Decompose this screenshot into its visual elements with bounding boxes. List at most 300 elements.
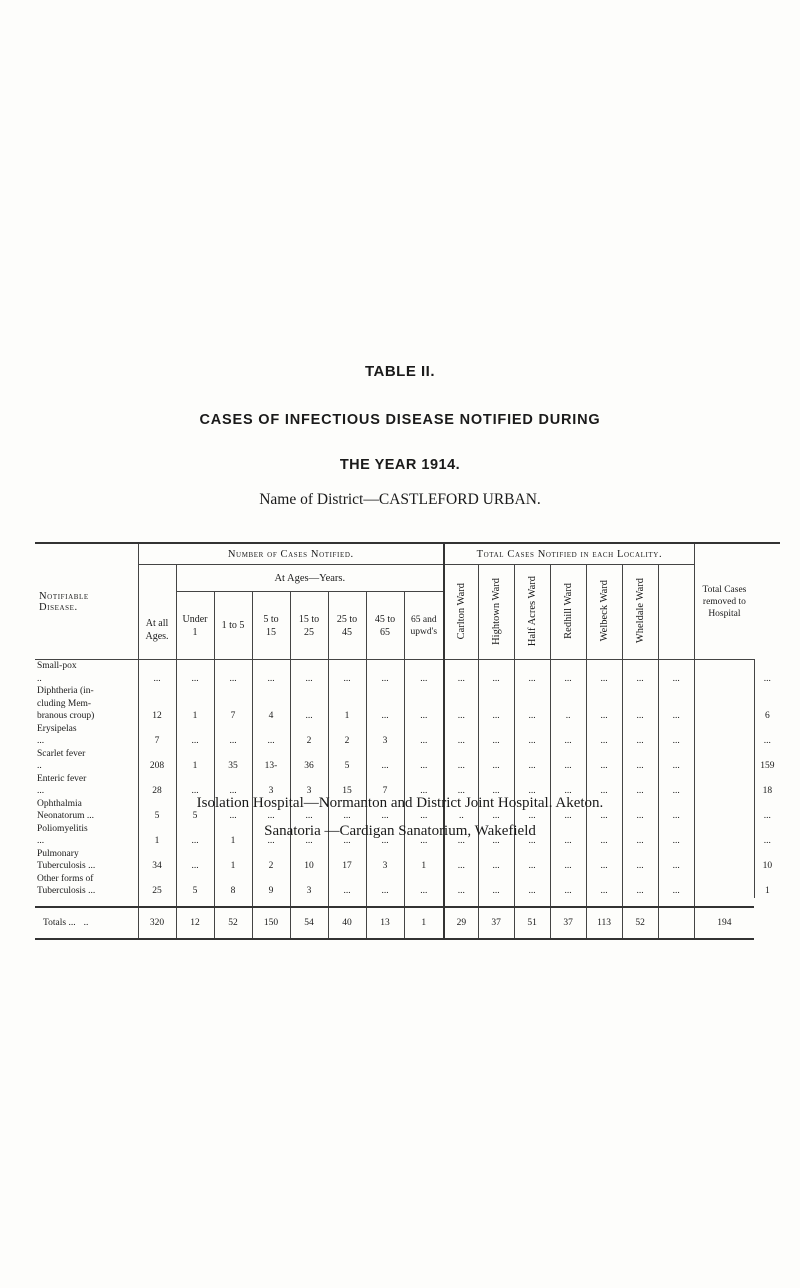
table-cell — [514, 723, 550, 736]
table-row — [35, 848, 780, 861]
table-row — [35, 773, 780, 786]
table-title-line2: THE YEAR 1914. — [339, 457, 461, 473]
table-cell: 13- — [252, 760, 290, 773]
table-cell: ... — [478, 760, 514, 773]
table-row — [35, 735, 780, 748]
table-cell — [694, 748, 754, 761]
disease-label: .. — [37, 761, 42, 772]
table-cell: ... — [290, 673, 328, 686]
table-cell — [252, 723, 290, 736]
table-cell — [252, 773, 290, 786]
table-cell — [514, 848, 550, 861]
table-cell: 15 — [328, 785, 366, 798]
table-cell — [514, 660, 550, 673]
table-cell: ... — [514, 885, 550, 898]
table-cell — [586, 660, 622, 673]
table-cell: 2 — [328, 735, 366, 748]
table-cell — [694, 848, 754, 861]
table-cell — [404, 660, 444, 673]
table-cell — [550, 685, 586, 698]
header-all-ages: At all Ages. — [138, 565, 176, 660]
table-cell — [366, 773, 404, 786]
table-cell: ... — [622, 735, 658, 748]
table-cell — [138, 723, 176, 736]
table-cell: ... — [550, 785, 586, 798]
disease-label: .. — [37, 673, 42, 684]
table-cell: ... — [478, 835, 514, 848]
table-cell: 7 — [138, 735, 176, 748]
header-age-under-1: Under 1 — [176, 592, 214, 660]
table-cell: ... — [658, 860, 694, 873]
header-welbeck-ward: Welbeck Ward — [586, 565, 622, 660]
table-cell: 3 — [366, 860, 404, 873]
table-cell: ... — [622, 885, 658, 898]
header-wheldale-ward: Wheldale Ward — [622, 565, 658, 660]
totals-cell: 52 — [214, 907, 252, 939]
table-cell — [366, 698, 404, 711]
totals-cell: 51 — [514, 907, 550, 939]
table-cell: ... — [514, 810, 550, 823]
table-cell: ... — [658, 760, 694, 773]
table-cell: ... — [478, 810, 514, 823]
totals-cell: 12 — [176, 907, 214, 939]
table-cell: ... — [404, 785, 444, 798]
totals-label — [35, 907, 138, 939]
table-cell: ... — [404, 835, 444, 848]
table-cell: 3 — [252, 785, 290, 798]
table-cell — [550, 773, 586, 786]
table-cell: ... — [404, 885, 444, 898]
table-cell — [214, 685, 252, 698]
table-cell: ... — [366, 810, 404, 823]
totals-cell: 40 — [328, 907, 366, 939]
totals-label-text: Totals ... — [43, 917, 76, 928]
table-cell: ... — [478, 885, 514, 898]
header-age-45-65: 45 to 65 — [366, 592, 404, 660]
table-cell — [290, 660, 328, 673]
table-cell: .. — [550, 710, 586, 723]
table-cell — [176, 723, 214, 736]
table-cell — [366, 723, 404, 736]
table-cell — [176, 848, 214, 861]
disease-label: ... — [37, 836, 45, 847]
table-cell — [550, 748, 586, 761]
disease-label: Ophthalmia — [37, 798, 82, 809]
table-cell — [658, 723, 694, 736]
table-row — [35, 723, 780, 736]
infectious-disease-table — [35, 542, 780, 940]
table-cell — [444, 660, 478, 673]
header-blank-ward — [658, 565, 694, 660]
disease-label: Erysipelas — [37, 723, 77, 734]
table-cell: 1 — [176, 710, 214, 723]
table-cell: ... — [214, 673, 252, 686]
table-cell: 18 — [754, 785, 780, 798]
table-cell — [622, 848, 658, 861]
table-cell: ... — [754, 735, 780, 748]
table-cell — [404, 848, 444, 861]
table-cell — [658, 748, 694, 761]
table-cell: ... — [176, 860, 214, 873]
disease-label: ... — [37, 786, 45, 797]
table-cell: ... — [586, 810, 622, 823]
table-cell: ... — [404, 673, 444, 686]
table-cell: ... — [478, 860, 514, 873]
table-cell: ... — [176, 785, 214, 798]
table-cell — [694, 760, 754, 773]
table-cell: ... — [754, 673, 780, 686]
table-cell — [622, 660, 658, 673]
header-half-acres-ward: Half Acres Ward — [514, 565, 550, 660]
table-cell: ... — [444, 835, 478, 848]
sanatoria-note: Sanatoria —Cardigan Sanatorium, Wakefield — [264, 823, 536, 839]
table-cell — [622, 698, 658, 711]
table-cell: ... — [754, 810, 780, 823]
table-cell: ... — [252, 810, 290, 823]
table-cell: ... — [478, 673, 514, 686]
table-cell: ... — [658, 673, 694, 686]
table-cell: ... — [478, 735, 514, 748]
table-cell: 1 — [404, 860, 444, 873]
table-cell — [658, 873, 694, 886]
totals-row — [35, 907, 780, 939]
table-cell — [328, 660, 366, 673]
table-cell — [622, 685, 658, 698]
table-cell: 1 — [214, 835, 252, 848]
table-row — [35, 698, 780, 711]
table-cell: ... — [328, 810, 366, 823]
table-cell — [404, 685, 444, 698]
table-cell — [694, 773, 754, 786]
table-cell: ... — [366, 673, 404, 686]
table-cell: ... — [366, 760, 404, 773]
table-row — [35, 660, 780, 673]
header-age-5-15: 5 to 15 — [252, 592, 290, 660]
table-cell: ... — [514, 710, 550, 723]
table-cell: ... — [658, 835, 694, 848]
table-cell — [478, 698, 514, 711]
table-cell: ... — [252, 735, 290, 748]
table-cell: ... — [622, 860, 658, 873]
disease-label: Scarlet fever — [37, 748, 86, 759]
table-cell — [214, 848, 252, 861]
table-cell — [444, 723, 478, 736]
table-cell: 10 — [754, 860, 780, 873]
totals-cell: 150 — [252, 907, 290, 939]
disease-label: Neonatorum ... — [37, 811, 94, 822]
table-cell — [138, 873, 176, 886]
table-cell — [550, 723, 586, 736]
table-cell: .. — [444, 810, 478, 823]
table-cell — [328, 873, 366, 886]
table-cell — [252, 873, 290, 886]
table-cell — [366, 873, 404, 886]
table-cell: ... — [404, 810, 444, 823]
table-cell — [328, 848, 366, 861]
table-cell: ... — [214, 810, 252, 823]
table-cell: 5 — [176, 810, 214, 823]
table-row — [35, 885, 780, 898]
table-cell — [290, 848, 328, 861]
table-cell: 17 — [328, 860, 366, 873]
table-cell: 9 — [252, 885, 290, 898]
table-cell — [754, 660, 780, 673]
header-carlton-ward: Carlton Ward — [444, 565, 478, 660]
table-cell — [694, 673, 754, 686]
table-cell — [586, 723, 622, 736]
table-cell — [328, 748, 366, 761]
table-cell: ... — [586, 860, 622, 873]
table-cell: 10 — [290, 860, 328, 873]
table-cell: ... — [514, 835, 550, 848]
table-cell — [694, 860, 754, 873]
header-hightown-ward: Hightown Ward — [478, 565, 514, 660]
table-cell — [290, 748, 328, 761]
table-cell: 7 — [214, 710, 252, 723]
table-cell — [290, 685, 328, 698]
table-cell: ... — [214, 735, 252, 748]
table-cell: 159 — [754, 760, 780, 773]
table-cell — [694, 685, 754, 698]
table-cell — [622, 723, 658, 736]
table-cell: 5 — [138, 810, 176, 823]
table-cell: ... — [586, 785, 622, 798]
table-cell: ... — [754, 835, 780, 848]
table-cell — [252, 660, 290, 673]
table-cell — [586, 748, 622, 761]
table-cell: ... — [550, 835, 586, 848]
table-cell: ... — [328, 673, 366, 686]
table-cell — [550, 660, 586, 673]
table-cell — [366, 660, 404, 673]
table-cell: 7 — [366, 785, 404, 798]
table-cell — [694, 873, 754, 886]
totals-cell — [658, 907, 694, 939]
table-cell — [754, 698, 780, 711]
table-cell: 5 — [176, 885, 214, 898]
table-cell: ... — [444, 785, 478, 798]
table-cell — [290, 698, 328, 711]
table-cell: ... — [586, 735, 622, 748]
table-cell — [444, 873, 478, 886]
table-cell: 5 — [328, 760, 366, 773]
disease-label: Pulmonary — [37, 848, 79, 859]
table-cell — [404, 773, 444, 786]
table-cell — [176, 773, 214, 786]
table-cell: ... — [404, 760, 444, 773]
table-cell: ... — [290, 835, 328, 848]
disease-label: branous croup) — [37, 711, 95, 722]
table-cell — [366, 748, 404, 761]
table-cell: ... — [444, 735, 478, 748]
header-at-ages: At Ages—Years. — [176, 565, 444, 592]
table-cell — [252, 848, 290, 861]
disease-label: Tuberculosis ... — [37, 886, 96, 897]
table-cell — [550, 848, 586, 861]
table-cell — [586, 848, 622, 861]
header-redhill-ward: Redhill Ward — [550, 565, 586, 660]
table-cell: 36 — [290, 760, 328, 773]
header-age-65-up: 65 and upwd's — [404, 592, 444, 660]
table-cell — [366, 685, 404, 698]
table-cell — [514, 748, 550, 761]
table-cell: ... — [514, 860, 550, 873]
totals-cell: 194 — [694, 907, 754, 939]
table-cell: 2 — [252, 860, 290, 873]
table-cell — [328, 698, 366, 711]
table-cell — [176, 873, 214, 886]
table-cell — [252, 698, 290, 711]
totals-cell: 320 — [138, 907, 176, 939]
table-cell — [514, 873, 550, 886]
table-cell: ... — [252, 835, 290, 848]
totals-cell: 37 — [478, 907, 514, 939]
table-cell — [328, 723, 366, 736]
table-cell: ... — [138, 673, 176, 686]
table-cell — [138, 848, 176, 861]
table-cell: ... — [550, 760, 586, 773]
table-cell: 4 — [252, 710, 290, 723]
table-cell: 1 — [138, 835, 176, 848]
table-cell: ... — [550, 810, 586, 823]
table-cell — [478, 773, 514, 786]
header-age-25-45: 25 to 45 — [328, 592, 366, 660]
table-row — [35, 748, 780, 761]
table-cell — [586, 685, 622, 698]
table-cell — [214, 698, 252, 711]
table-cell — [176, 660, 214, 673]
table-cell — [550, 873, 586, 886]
table-cell — [694, 710, 754, 723]
table-cell — [694, 885, 754, 898]
table-cell: 12 — [138, 710, 176, 723]
table-cell: ... — [658, 735, 694, 748]
disease-label: Poliomyelitis — [37, 823, 88, 834]
table-cell: ... — [514, 673, 550, 686]
table-cell — [444, 773, 478, 786]
table-cell — [478, 848, 514, 861]
table-cell — [214, 660, 252, 673]
table-cell: ... — [622, 710, 658, 723]
table-cell — [586, 873, 622, 886]
disease-label: ... — [37, 736, 45, 747]
table-cell — [478, 685, 514, 698]
table-cell: 2 — [290, 735, 328, 748]
table-cell: ... — [478, 710, 514, 723]
table-cell — [622, 773, 658, 786]
table-cell: 34 — [138, 860, 176, 873]
table-cell: 35 — [214, 760, 252, 773]
table-cell — [328, 685, 366, 698]
table-cell: ... — [290, 710, 328, 723]
table-cell: ... — [176, 673, 214, 686]
table-cell: 25 — [138, 885, 176, 898]
table-cell — [214, 723, 252, 736]
table-row — [35, 685, 780, 698]
table-cell — [290, 873, 328, 886]
table-cell — [658, 685, 694, 698]
table-cell — [444, 698, 478, 711]
table-cell — [214, 773, 252, 786]
table-cell — [754, 873, 780, 886]
table-cell — [754, 748, 780, 761]
table-cell: ... — [658, 885, 694, 898]
header-age-1-5: 1 to 5 — [214, 592, 252, 660]
table-cell: ... — [444, 760, 478, 773]
table-number: TABLE II. — [364, 363, 436, 380]
table-cell: ... — [444, 860, 478, 873]
table-cell — [328, 773, 366, 786]
table-cell — [290, 773, 328, 786]
table-cell — [694, 660, 754, 673]
header-number-notified: Number of Cases Notified. — [138, 543, 444, 565]
table-cell — [754, 773, 780, 786]
table-cell: ... — [404, 710, 444, 723]
table-cell: ... — [366, 885, 404, 898]
totals-cell: 13 — [366, 907, 404, 939]
table-cell: ... — [622, 673, 658, 686]
table-cell: 3 — [366, 735, 404, 748]
table-cell — [658, 848, 694, 861]
table-cell — [754, 848, 780, 861]
table-cell: ... — [328, 885, 366, 898]
table-cell — [694, 735, 754, 748]
table-cell — [138, 748, 176, 761]
table-cell — [444, 748, 478, 761]
table-row — [35, 760, 780, 773]
table-cell — [176, 685, 214, 698]
table-row — [35, 673, 780, 686]
table-cell — [586, 773, 622, 786]
table-cell: ... — [622, 810, 658, 823]
table-cell: 208 — [138, 760, 176, 773]
table-cell: ... — [214, 785, 252, 798]
table-cell — [514, 773, 550, 786]
table-cell — [658, 660, 694, 673]
table-cell — [622, 748, 658, 761]
table-cell: ... — [550, 885, 586, 898]
table-cell: 1 — [754, 885, 780, 898]
table-cell — [404, 723, 444, 736]
totals-label-dots: .. — [83, 917, 89, 928]
totals-cell: 52 — [622, 907, 658, 939]
table-cell: ... — [586, 835, 622, 848]
isolation-hospital-note: Isolation Hospital—Normanton and District Joint Hospital. Aketon. — [196, 795, 604, 811]
district-name: Name of District—CASTLEFORD URBAN. — [259, 491, 541, 508]
header-notifiable-disease: Notifiable Disease. — [35, 543, 138, 660]
table-cell — [478, 748, 514, 761]
table-cell — [176, 698, 214, 711]
table-cell — [176, 748, 214, 761]
table-cell — [404, 873, 444, 886]
table-cell — [694, 723, 754, 736]
header-total-locality: Total Cases Notified in each Locality. — [444, 543, 694, 565]
table-cell: ... — [176, 735, 214, 748]
table-cell: ... — [586, 760, 622, 773]
table-cell: ... — [444, 885, 478, 898]
table-cell: ... — [658, 710, 694, 723]
table-cell: ... — [586, 673, 622, 686]
table-cell — [658, 773, 694, 786]
table-cell — [514, 685, 550, 698]
table-cell: 8 — [214, 885, 252, 898]
table-cell — [622, 873, 658, 886]
table-cell — [366, 848, 404, 861]
table-cell — [214, 748, 252, 761]
totals-cell: 1 — [404, 907, 444, 939]
disease-label: Small-pox — [37, 661, 77, 672]
table-cell — [694, 698, 754, 711]
